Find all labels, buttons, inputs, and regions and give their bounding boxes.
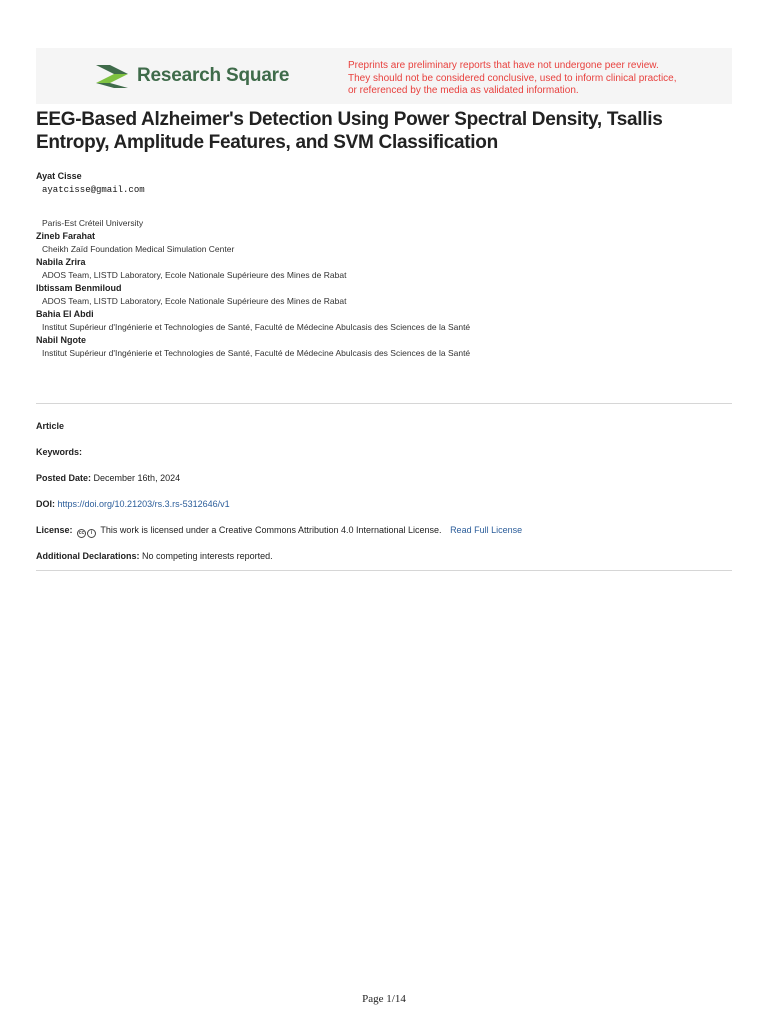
author-name: Zineb Farahat <box>36 231 96 241</box>
read-full-license-link[interactable]: Read Full License <box>450 525 523 535</box>
disclaimer-line: They should not be considered conclusive, used to inform clinical practice, <box>348 72 677 84</box>
posted-date-value: December 16th, 2024 <box>93 473 181 483</box>
author-affiliation: Institut Supérieur d'Ingénierie et Technologies de Santé, Faculté de Médecine Abulcasis des Sciences de la Santé <box>42 322 471 332</box>
preprint-banner <box>36 48 732 104</box>
author-name: Nabil Ngote <box>36 335 87 345</box>
spacer <box>36 197 732 217</box>
doi-row <box>36 498 230 510</box>
preprint-disclaimer <box>348 60 708 98</box>
article-type-label: Article <box>36 421 65 431</box>
divider <box>36 403 732 404</box>
author-list <box>36 170 732 360</box>
license-label: License: <box>36 525 73 535</box>
by-icon: i <box>87 529 96 538</box>
declarations-row <box>36 550 273 562</box>
research-square-logo[interactable] <box>94 62 289 90</box>
author-affiliation: Paris-Est Créteil University <box>42 218 144 228</box>
author-entry <box>36 170 732 229</box>
logo-text: Research Square <box>137 65 290 86</box>
author-affiliation: Institut Supérieur d'Ingénierie et Technologies de Santé, Faculté de Médecine Abulcasis des Sciences de la Santé <box>42 348 471 358</box>
author-name: Nabila Zrira <box>36 257 86 267</box>
author-name: Ayat Cisse <box>36 171 82 181</box>
author-name: Bahia El Abdi <box>36 309 94 319</box>
paper-title: EEG-Based Alzheimer's Detection Using Power Spectral Density, Tsallis Entropy, Amplitude Features, and SVM Classification <box>36 109 663 153</box>
cc-license-icons <box>77 529 96 538</box>
author-affiliation: ADOS Team, LISTD Laboratory, Ecole Nationale Supérieure des Mines de Rabat <box>42 296 347 306</box>
research-square-logo-icon <box>94 62 130 90</box>
author-entry <box>36 334 732 359</box>
declarations-value: No competing interests reported. <box>142 551 273 561</box>
author-affiliation: ADOS Team, LISTD Laboratory, Ecole Nationale Supérieure des Mines de Rabat <box>42 270 347 280</box>
page-number: Page 1/14 <box>362 993 406 1005</box>
keywords-label: Keywords: <box>36 447 83 457</box>
author-entry <box>36 230 732 255</box>
author-entry <box>36 256 732 281</box>
keywords-row <box>36 446 82 458</box>
disclaimer-line: or referenced by the media as validated information. <box>348 85 579 96</box>
posted-date-label: Posted Date: <box>36 473 92 483</box>
author-entry <box>36 308 732 333</box>
declarations-label: Additional Declarations: <box>36 551 140 561</box>
license-text: This work is licensed under a Creative Commons Attribution 4.0 International License. <box>100 525 442 535</box>
author-name: Ibtissam Benmiloud <box>36 283 122 293</box>
cc-icon: cc <box>78 530 85 536</box>
article-type <box>36 420 64 432</box>
divider <box>36 570 732 571</box>
author-entry <box>36 282 732 307</box>
license-row <box>36 524 522 538</box>
posted-date-row <box>36 472 180 484</box>
doi-link[interactable]: https://doi.org/10.21203/rs.3.rs-5312646/v1 <box>57 499 230 509</box>
doi-label: DOI: <box>36 499 55 509</box>
disclaimer-line: Preprints are preliminary reports that have not undergone peer review. <box>348 60 659 71</box>
author-email[interactable]: ayatcisse@gmail.com <box>42 185 145 195</box>
author-affiliation: Cheikh Zaïd Foundation Medical Simulation Center <box>42 244 235 254</box>
